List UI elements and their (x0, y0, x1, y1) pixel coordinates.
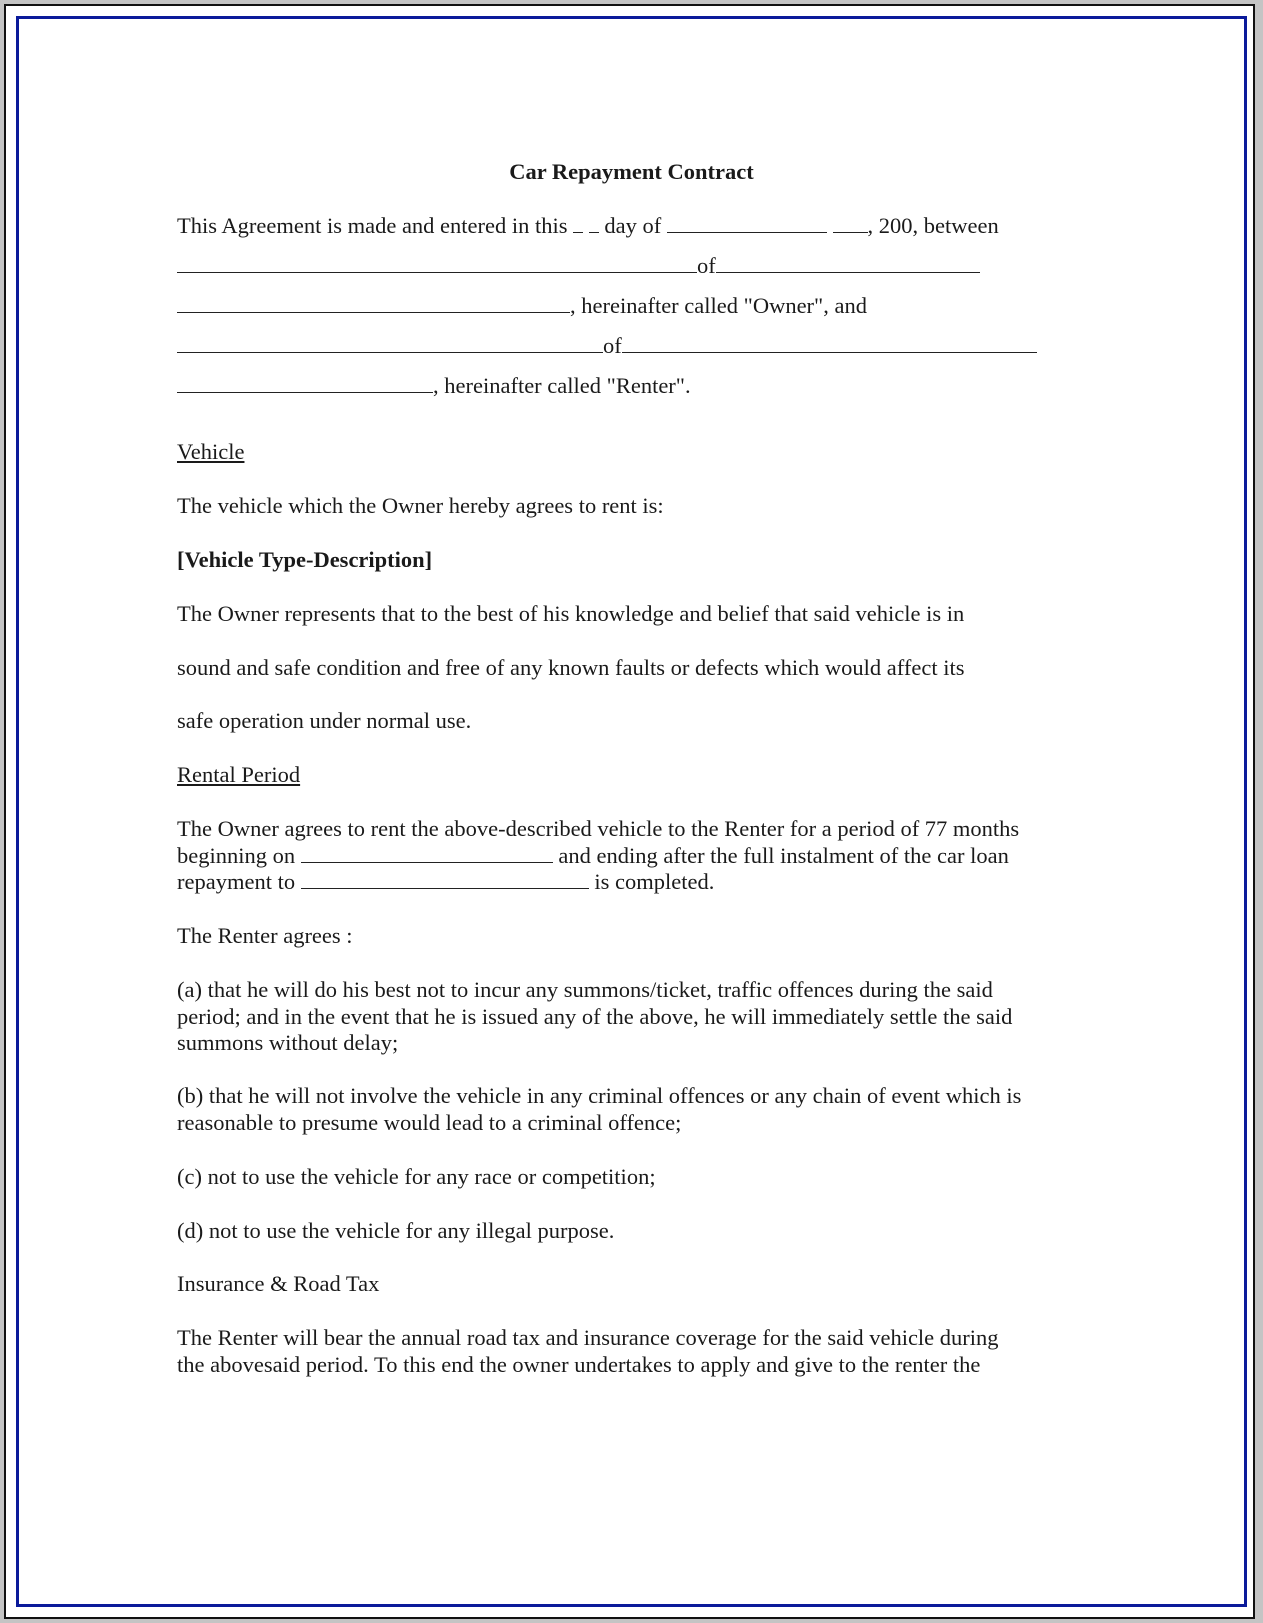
blank (833, 214, 868, 233)
clause-a: (a) that he will do his best not to incur any summons/ticket, traffic offences during the said (177, 977, 993, 1002)
intro-line-5 (177, 372, 691, 399)
text: of (697, 253, 716, 278)
clause-a: summons without delay; (177, 1030, 399, 1055)
blank (667, 214, 827, 233)
blank (177, 294, 570, 313)
intro-line-3 (177, 292, 867, 319)
vehicle-heading: Vehicle (177, 439, 245, 464)
text: , hereinafter called "Owner", and (570, 293, 867, 318)
rental-line-3 (177, 868, 714, 895)
text: , 200, between (867, 213, 999, 238)
vehicle-paragraph-2: safe operation under normal use. (177, 708, 472, 733)
text: This Agreement is made and entered in this (177, 213, 568, 238)
blank (177, 334, 603, 353)
rental-line-2 (177, 842, 1009, 869)
clause-c: (c) not to use the vehicle for any race or competition; (177, 1164, 656, 1189)
blank (301, 870, 589, 889)
insurance-paragraph: The Renter will bear the annual road tax and insurance coverage for the said vehicle during (177, 1325, 999, 1350)
blank (622, 334, 1037, 353)
clause-d: (d) not to use the vehicle for any illegal purpose. (177, 1218, 615, 1243)
clause-b: (b) that he will not involve the vehicle in any criminal offences or any chain of event which is (177, 1083, 1022, 1108)
text: day of (604, 213, 662, 238)
blank (177, 254, 697, 273)
text: is completed. (594, 869, 715, 894)
blank (589, 214, 599, 233)
blank (177, 374, 433, 393)
vehicle-paragraph-2: The Owner represents that to the best of his knowledge and belief that said vehicle is in (177, 601, 965, 626)
insurance-heading: Insurance & Road Tax (177, 1271, 380, 1296)
rental-line-1: The Owner agrees to rent the above-described vehicle to the Renter for a period of 77 months (177, 816, 1020, 841)
clause-a: period; and in the event that he is issued any of the above, he will immediately settle the said (177, 1004, 1013, 1029)
insurance-paragraph: the abovesaid period. To this end the owner undertakes to apply and give to the renter the (177, 1352, 981, 1377)
text: beginning on (177, 843, 296, 868)
text: repayment to (177, 869, 296, 894)
text: of (603, 333, 622, 358)
intro-line-1 (177, 212, 999, 239)
blank (301, 844, 553, 863)
intro-line-2 (177, 252, 980, 279)
renter-agrees: The Renter agrees : (177, 923, 353, 948)
blank (573, 214, 583, 233)
vehicle-paragraph-1: The vehicle which the Owner hereby agrees to rent is: (177, 493, 664, 518)
blank (716, 254, 980, 273)
text: , hereinafter called "Renter". (433, 373, 691, 398)
intro-line-4 (177, 332, 1037, 359)
vehicle-paragraph-2: sound and safe condition and free of any known faults or defects which would affect its (177, 655, 965, 680)
text: and ending after the full instalment of the car loan (558, 843, 1009, 868)
vehicle-type: [Vehicle Type-Description] (177, 547, 433, 572)
clause-b: reasonable to presume would lead to a criminal offence; (177, 1110, 682, 1135)
rental-heading: Rental Period (177, 762, 301, 787)
document-title: Car Repayment Contract (509, 159, 754, 184)
